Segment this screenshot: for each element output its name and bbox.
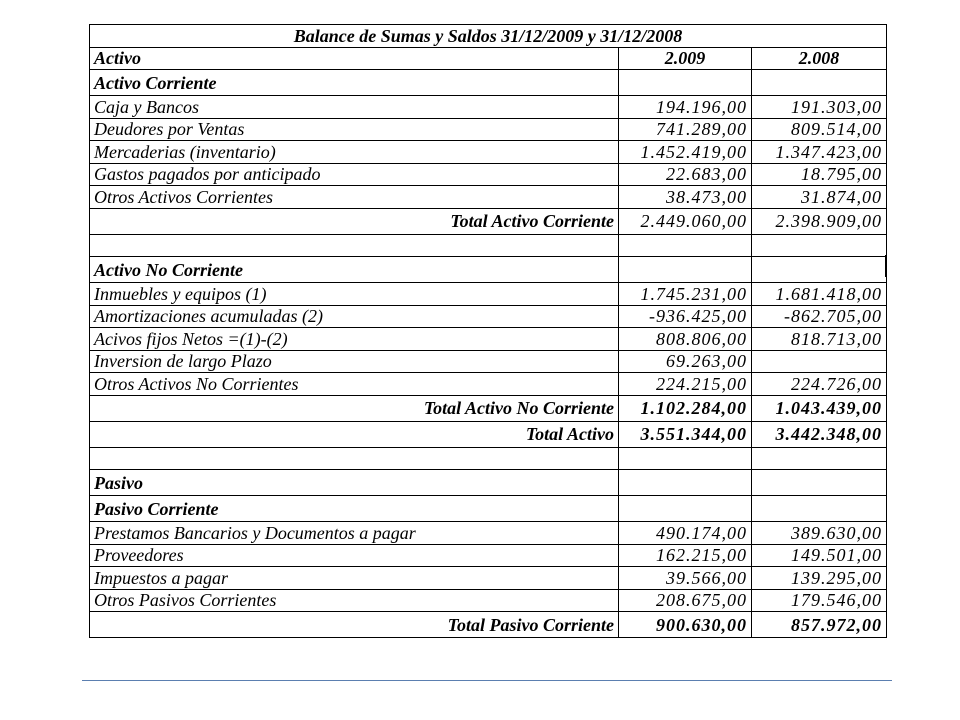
value-2008: 857.972,00	[752, 612, 887, 638]
row-label: Otros Pasivos Corrientes	[90, 589, 619, 612]
value-2008: 1.347.423,00	[752, 141, 887, 164]
value-2008: 2.398.909,00	[752, 208, 887, 234]
section-row	[90, 70, 887, 96]
value-2009: 3.551.344,00	[619, 421, 752, 447]
section-row	[90, 496, 887, 522]
value-2009	[619, 234, 752, 257]
value-2009: 1.745.231,00	[619, 283, 752, 306]
value-2009: 39.566,00	[619, 567, 752, 590]
value-2009	[619, 470, 752, 496]
text-cursor-mark	[885, 255, 887, 277]
value-2009	[619, 496, 752, 522]
table-row	[90, 283, 887, 306]
value-2009: 194.196,00	[619, 96, 752, 119]
value-2008: 139.295,00	[752, 567, 887, 590]
value-2009: 1.452.419,00	[619, 141, 752, 164]
table-row	[90, 522, 887, 545]
value-2008: 1.043.439,00	[752, 395, 887, 421]
table-row	[90, 163, 887, 186]
value-2008	[752, 496, 887, 522]
value-2009	[619, 447, 752, 470]
value-2009: 1.102.284,00	[619, 395, 752, 421]
row-label: Proveedores	[90, 544, 619, 567]
row-label	[90, 447, 619, 470]
value-2009: 162.215,00	[619, 544, 752, 567]
header-year-2008: 2.008	[752, 47, 887, 70]
table-row	[90, 118, 887, 141]
table-title: Balance de Sumas y Saldos 31/12/2009 y 31/12/2008	[90, 25, 887, 48]
table-row	[90, 350, 887, 373]
value-2008: 809.514,00	[752, 118, 887, 141]
value-2009: 808.806,00	[619, 328, 752, 351]
value-2008	[752, 350, 887, 373]
value-2009: 900.630,00	[619, 612, 752, 638]
value-2008	[752, 234, 887, 257]
header-label: Activo	[90, 47, 619, 70]
value-2009: 741.289,00	[619, 118, 752, 141]
row-label: Prestamos Bancarios y Documentos a pagar	[90, 522, 619, 545]
total-row	[90, 208, 887, 234]
value-2009: -936.425,00	[619, 305, 752, 328]
total-row	[90, 612, 887, 638]
value-2009: 2.449.060,00	[619, 208, 752, 234]
balance-sheet	[89, 24, 886, 638]
table-row	[90, 186, 887, 209]
value-2009: 69.263,00	[619, 350, 752, 373]
table-row	[90, 567, 887, 590]
row-label: Otros Activos Corrientes	[90, 186, 619, 209]
table-row	[90, 373, 887, 396]
row-label: Caja y Bancos	[90, 96, 619, 119]
value-2008: 224.726,00	[752, 373, 887, 396]
value-2009	[619, 70, 752, 96]
row-label: Gastos pagados por anticipado	[90, 163, 619, 186]
bottom-divider	[82, 680, 892, 681]
total-row	[90, 421, 887, 447]
value-2008: 818.713,00	[752, 328, 887, 351]
value-2008: 3.442.348,00	[752, 421, 887, 447]
table-row	[90, 141, 887, 164]
section-row	[90, 470, 887, 496]
value-2009: 208.675,00	[619, 589, 752, 612]
row-label	[90, 234, 619, 257]
value-2009: 38.473,00	[619, 186, 752, 209]
title-row	[90, 25, 887, 48]
value-2009: 224.215,00	[619, 373, 752, 396]
value-2008	[752, 447, 887, 470]
table-row	[90, 305, 887, 328]
row-label: Acivos fijos Netos =(1)-(2)	[90, 328, 619, 351]
value-2008: 149.501,00	[752, 544, 887, 567]
value-2009	[619, 257, 752, 283]
row-label: Activo Corriente	[90, 70, 619, 96]
header-year-2009: 2.009	[619, 47, 752, 70]
row-label: Pasivo Corriente	[90, 496, 619, 522]
value-2009: 490.174,00	[619, 522, 752, 545]
value-2008	[752, 70, 887, 96]
row-label: Impuestos a pagar	[90, 567, 619, 590]
row-label: Otros Activos No Corrientes	[90, 373, 619, 396]
row-label: Total Activo Corriente	[90, 208, 619, 234]
row-label: Deudores por Ventas	[90, 118, 619, 141]
value-2008: 389.630,00	[752, 522, 887, 545]
blank-row	[90, 447, 887, 470]
row-label: Pasivo	[90, 470, 619, 496]
value-2008: 179.546,00	[752, 589, 887, 612]
value-2008: 191.303,00	[752, 96, 887, 119]
value-2008	[752, 257, 887, 283]
row-label: Amortizaciones acumuladas (2)	[90, 305, 619, 328]
table-row	[90, 96, 887, 119]
blank-row	[90, 234, 887, 257]
row-label: Mercaderias (inventario)	[90, 141, 619, 164]
row-label: Inversion de largo Plazo	[90, 350, 619, 373]
row-label: Total Activo	[90, 421, 619, 447]
table-row	[90, 544, 887, 567]
section-row	[90, 257, 887, 283]
row-label: Activo No Corriente	[90, 257, 619, 283]
row-label: Total Pasivo Corriente	[90, 612, 619, 638]
table-row	[90, 589, 887, 612]
value-2008: 31.874,00	[752, 186, 887, 209]
value-2008: 18.795,00	[752, 163, 887, 186]
value-2008: 1.681.418,00	[752, 283, 887, 306]
value-2008: -862.705,00	[752, 305, 887, 328]
row-label: Inmuebles y equipos (1)	[90, 283, 619, 306]
value-2009: 22.683,00	[619, 163, 752, 186]
balance-table	[89, 24, 887, 638]
table-row	[90, 328, 887, 351]
value-2008	[752, 470, 887, 496]
row-label: Total Activo No Corriente	[90, 395, 619, 421]
header-row	[90, 47, 887, 70]
total-row	[90, 395, 887, 421]
